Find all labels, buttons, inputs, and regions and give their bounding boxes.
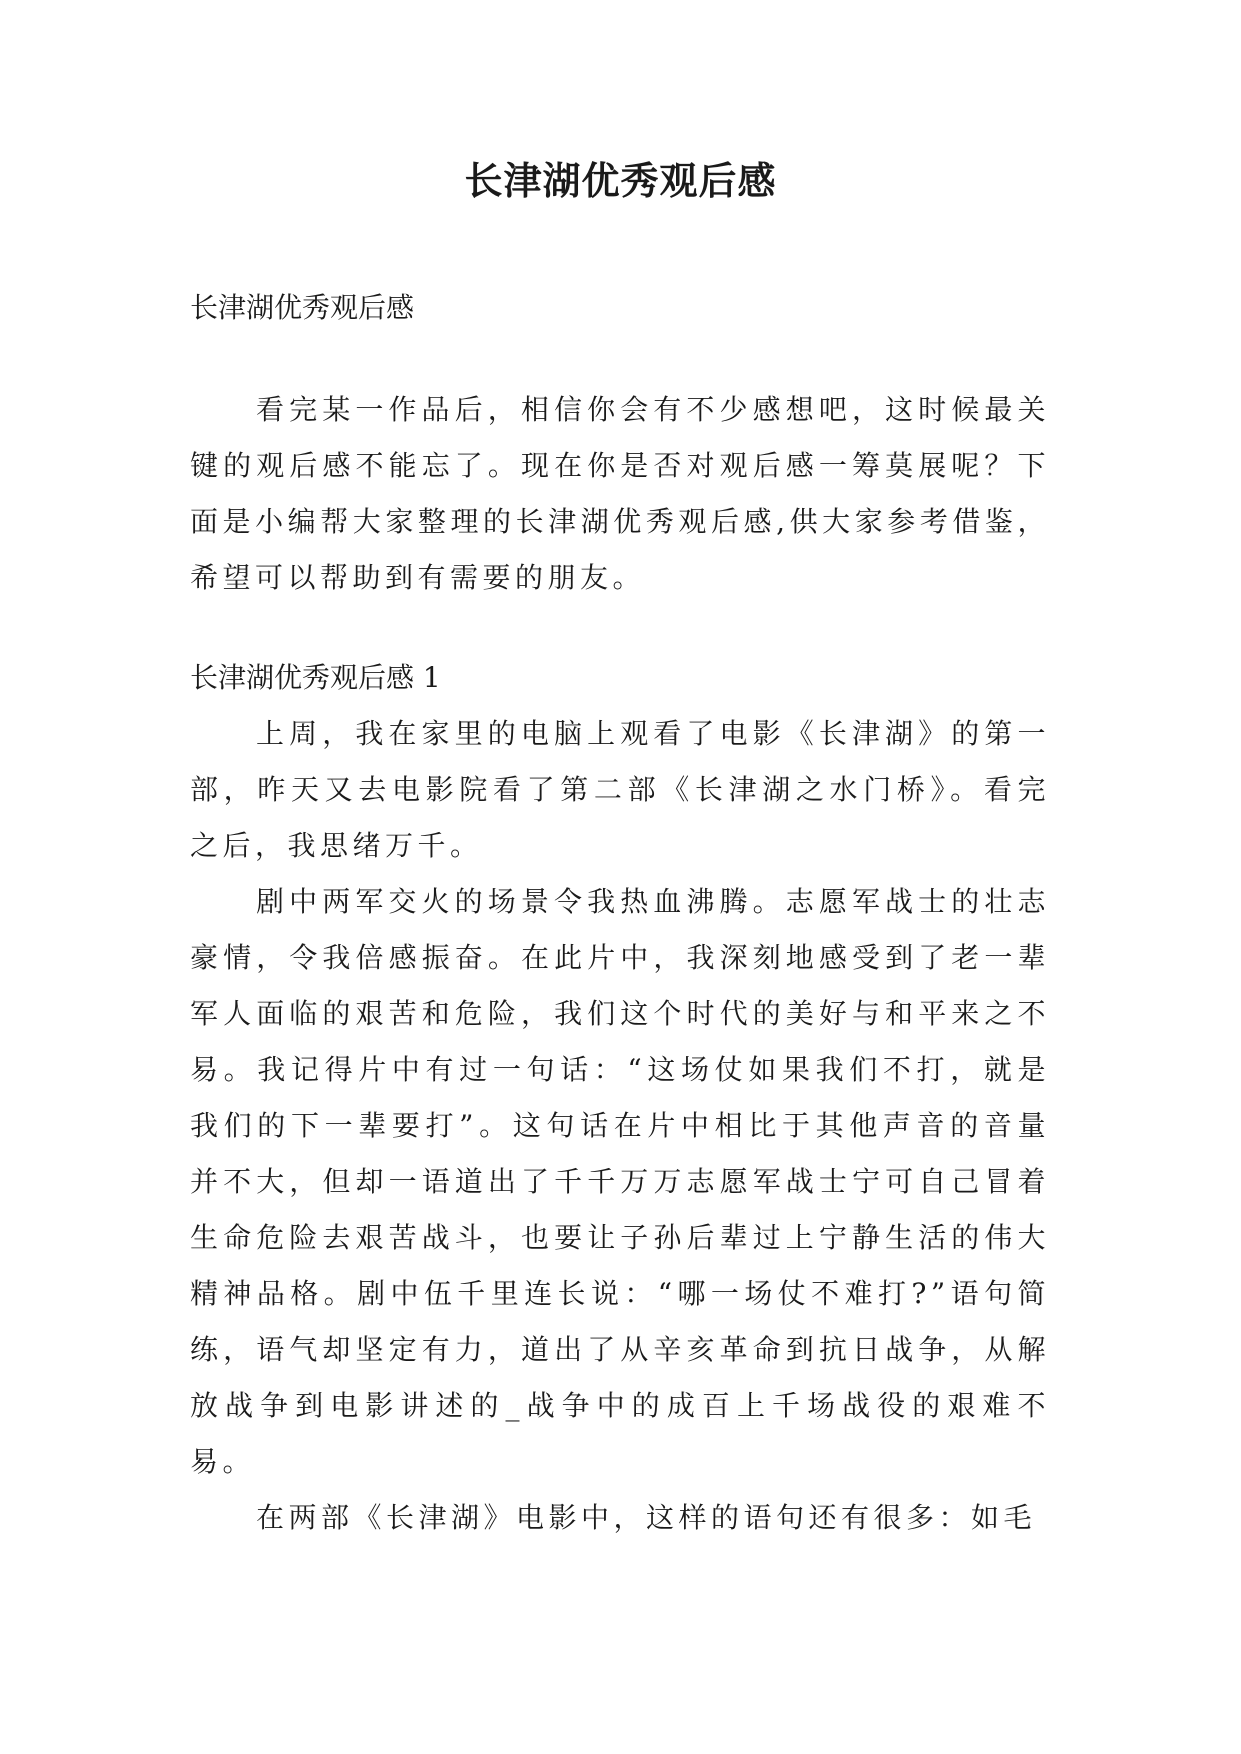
document-subtitle: 长津湖优秀观后感 [190, 291, 415, 324]
body-paragraph-2: 剧中两军交火的场景令我热血沸腾。志愿军战士的壮志豪情，令我倍感振奋。在此片中，我深刻地感受到了老一辈军人面临的艰苦和危险，我们这个时代的美好与和平来之不易。我记得片中有过一句话：“这场仗如果我们不打，就是我们的下一辈要打”。这句话在片中相比于其他声音的音量并不大，但却一语道出了千千万万志愿军战士宁可自己冒着生命危险去艰苦战斗，也要让子孙后辈过上宁静生活的伟大精神品格。剧中伍千里连长说：“哪一场仗不难打?”语句简练，语气却坚定有力，道出了从辛亥革命到抗日战争，从解放战争到电影讲述的_战争中的成百上千场战役的艰难不易。 [190, 885, 1050, 1478]
body-paragraph-1: 上周，我在家里的电脑上观看了电影《长津湖》的第一部，昨天又去电影院看了第二部《长津湖之水门桥》。看完之后，我思绪万千。 [190, 717, 1050, 862]
document-body [190, 290, 1050, 1546]
intro-paragraph: 看完某一作品后，相信你会有不少感想吧，这时候最关键的观后感不能忘了。现在你是否对观后感一筹莫展呢？下面是小编帮大家整理的长津湖优秀观后感,供大家参考借鉴，希望可以帮助到有需要的朋友。 [190, 393, 1050, 594]
section-heading: 长津湖优秀观后感 1 [190, 661, 441, 694]
document-title: 长津湖优秀观后感 [464, 159, 777, 203]
body-paragraph-3: 在两部《长津湖》电影中，这样的语句还有很多：如毛 [256, 1501, 1037, 1534]
